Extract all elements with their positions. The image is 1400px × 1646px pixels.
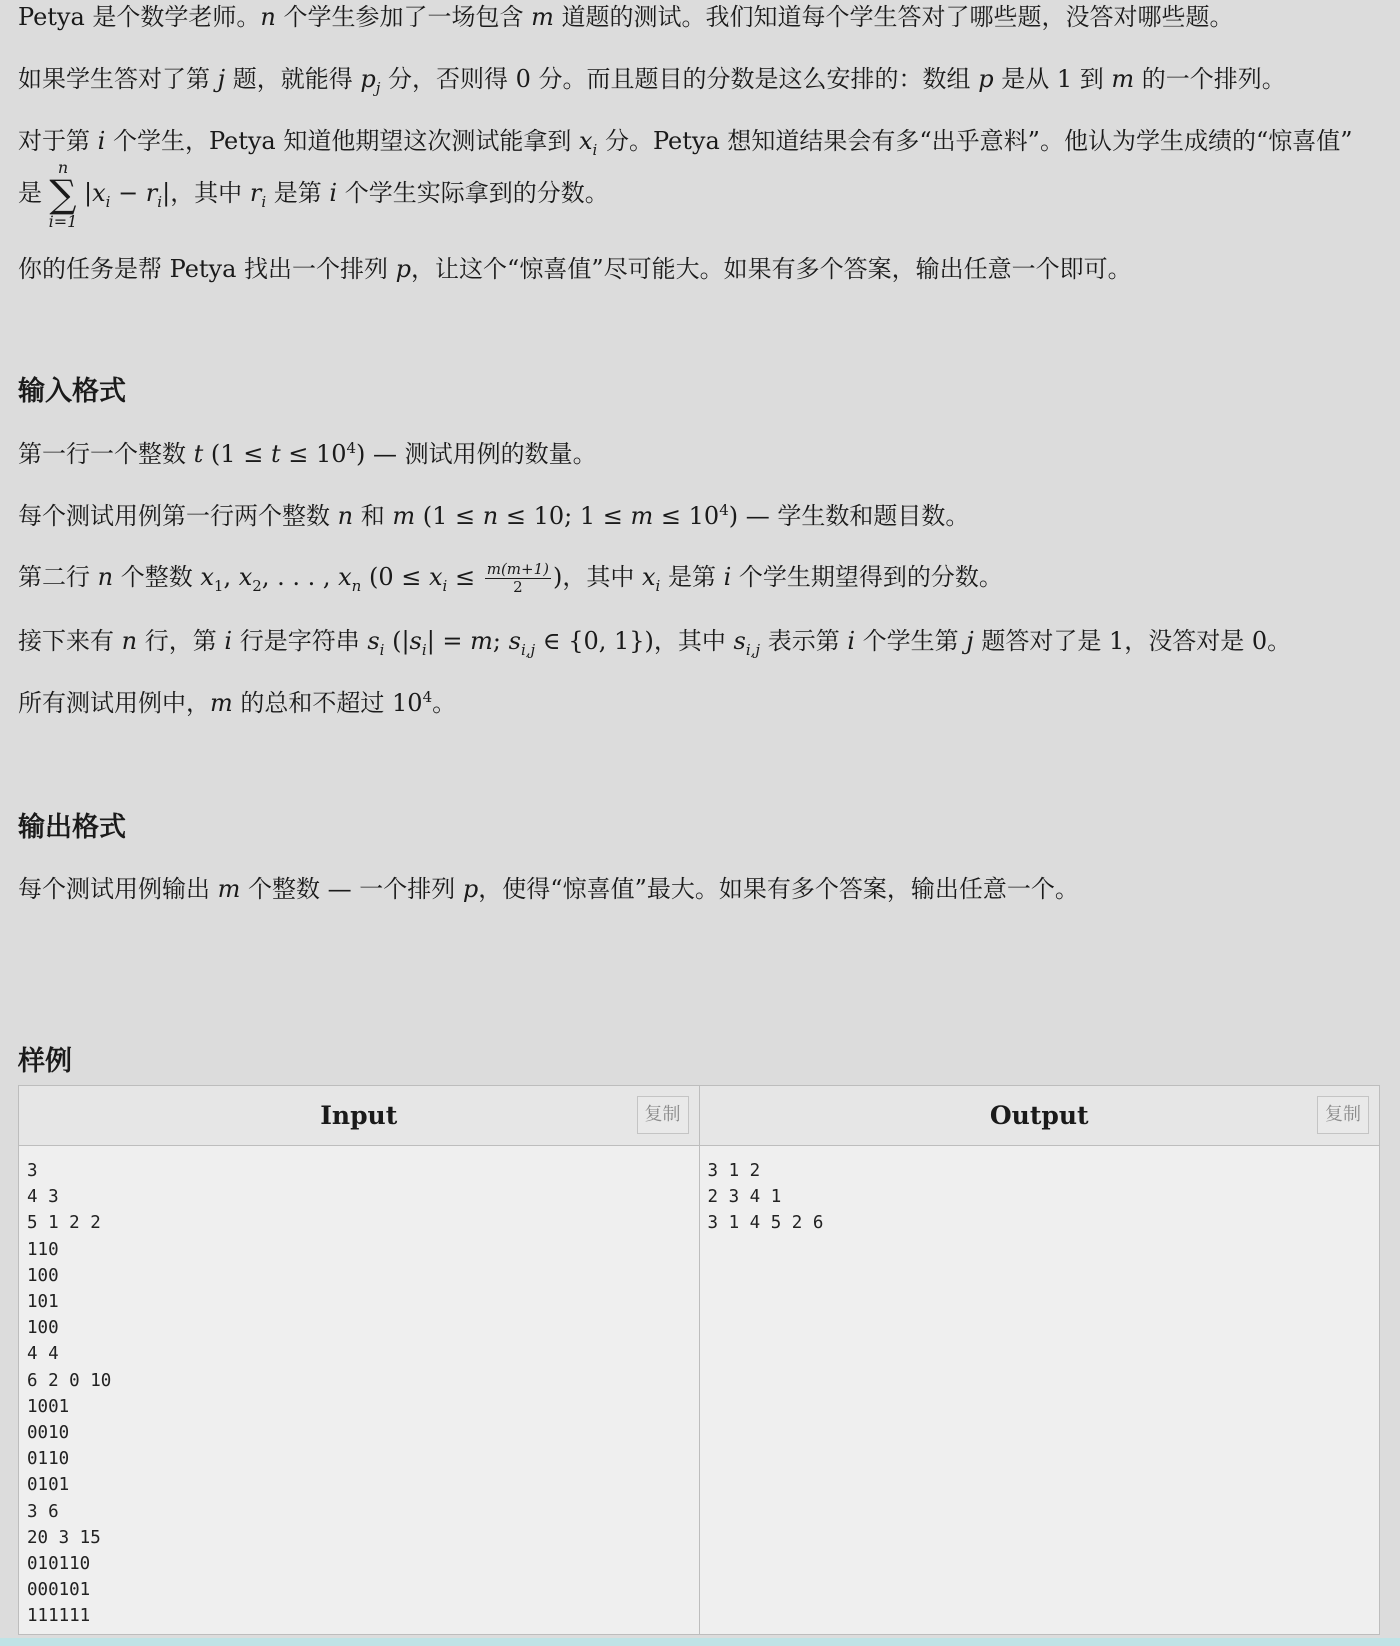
sample-input-header: [19, 1086, 699, 1146]
samples-heading: 样例: [18, 1046, 72, 1077]
bottom-scroll-strip: [0, 1638, 1400, 1646]
copy-output-button[interactable]: 复制: [1317, 1096, 1369, 1134]
output-format-heading: 输出格式: [18, 812, 126, 843]
input-format-line-2: 每个测试用例第一行两个整数 n 和 m (1 ≤ n ≤ 10; $1 \le m \le 10^4$) — 学生数和题目数。: [18, 501, 970, 530]
sample-input-title: Input: [320, 1101, 398, 1130]
input-format-line-1: 第一行一个整数 t $(1 \le t \le 10^4)$ — 测试用例的数量。: [18, 439, 597, 468]
summation-symbol: n ∑ i=1: [48, 157, 78, 231]
copy-input-button[interactable]: 复制: [637, 1096, 689, 1134]
sample-tests: [18, 1085, 1380, 1635]
sample-output-title: Output: [989, 1101, 1089, 1130]
sample-output-text: 3 1 2 2 3 4 1 3 1 4 5 2 6: [707, 1161, 824, 1234]
sample-output-header: [700, 1086, 1380, 1146]
statement-paragraph-3: 对于第 i 个学生，Petya 知道他期望这次测试能拿到 $x_i$ 分。Petya 想知道结果会有多“出乎意料”。他认为学生成绩的“惊喜值”: [18, 127, 1353, 159]
statement-paragraph-4: 是 n ∑ i=1 $|x_i - r_i|$，其中 $r_i$ 是第 i 个学生实际拿到的分数。: [18, 157, 609, 231]
input-format-heading: 输入格式: [18, 376, 126, 407]
statement-paragraph-1: Petya 是个数学老师。n 个学生参加了一场包含 m 道题的测试。我们知道每个学生答对了哪些题，没答对哪些题。: [18, 3, 1234, 31]
statement-paragraph-2: 如果学生答对了第 j 题，就能得 $p_j$ 分，否则得 0 分。而且题目的分数是这么安排的：数组 p 是从 1 到 m 的一个排列。: [18, 65, 1286, 97]
statement-paragraph-5: 你的任务是帮 Petya 找出一个排列 p，让这个“惊喜值”尽可能大。如果有多个答案，输出任意一个即可。: [18, 255, 1132, 283]
input-format-line-5: 所有测试用例中，m 的总和不超过 $10^4$。: [18, 688, 457, 717]
input-format-line-4: 接下来有 n 行，第 i 行是字符串 $s_i$ ($|s_i| = m$; $s_{i,j}$ ∈ {0, 1})，其中 $s_{i,j}$ 表示第 i 个学生第 j 题答对了是 1，没答对是 0。: [18, 627, 1292, 659]
sample-input-panel: [19, 1086, 700, 1634]
sample-input-text: 3 4 3 5 1 2 2 110 100 101 100 4 4 6 2 0 10 1001 0010 0110 0101 3 6 20 3 15 010110 000101 111111: [27, 1161, 112, 1627]
sample-output-panel: [700, 1086, 1380, 1634]
input-format-line-3: 第二行 n 个整数 $x_1$, $x_2$, . . . , $x_n$ ($0 \le x_i$ ≤ $\frac{m(m+1)}{2}$ )，其中 $x_i$ 是第 i 个学生期望得到的分数。: [18, 560, 1003, 596]
fraction: $\frac{m(m+1)}{2}$: [486, 560, 549, 596]
output-format-line-1: 每个测试用例输出 m 个整数 — 一个排列 p，使得“惊喜值”最大。如果有多个答案，输出任意一个。: [18, 875, 1079, 903]
